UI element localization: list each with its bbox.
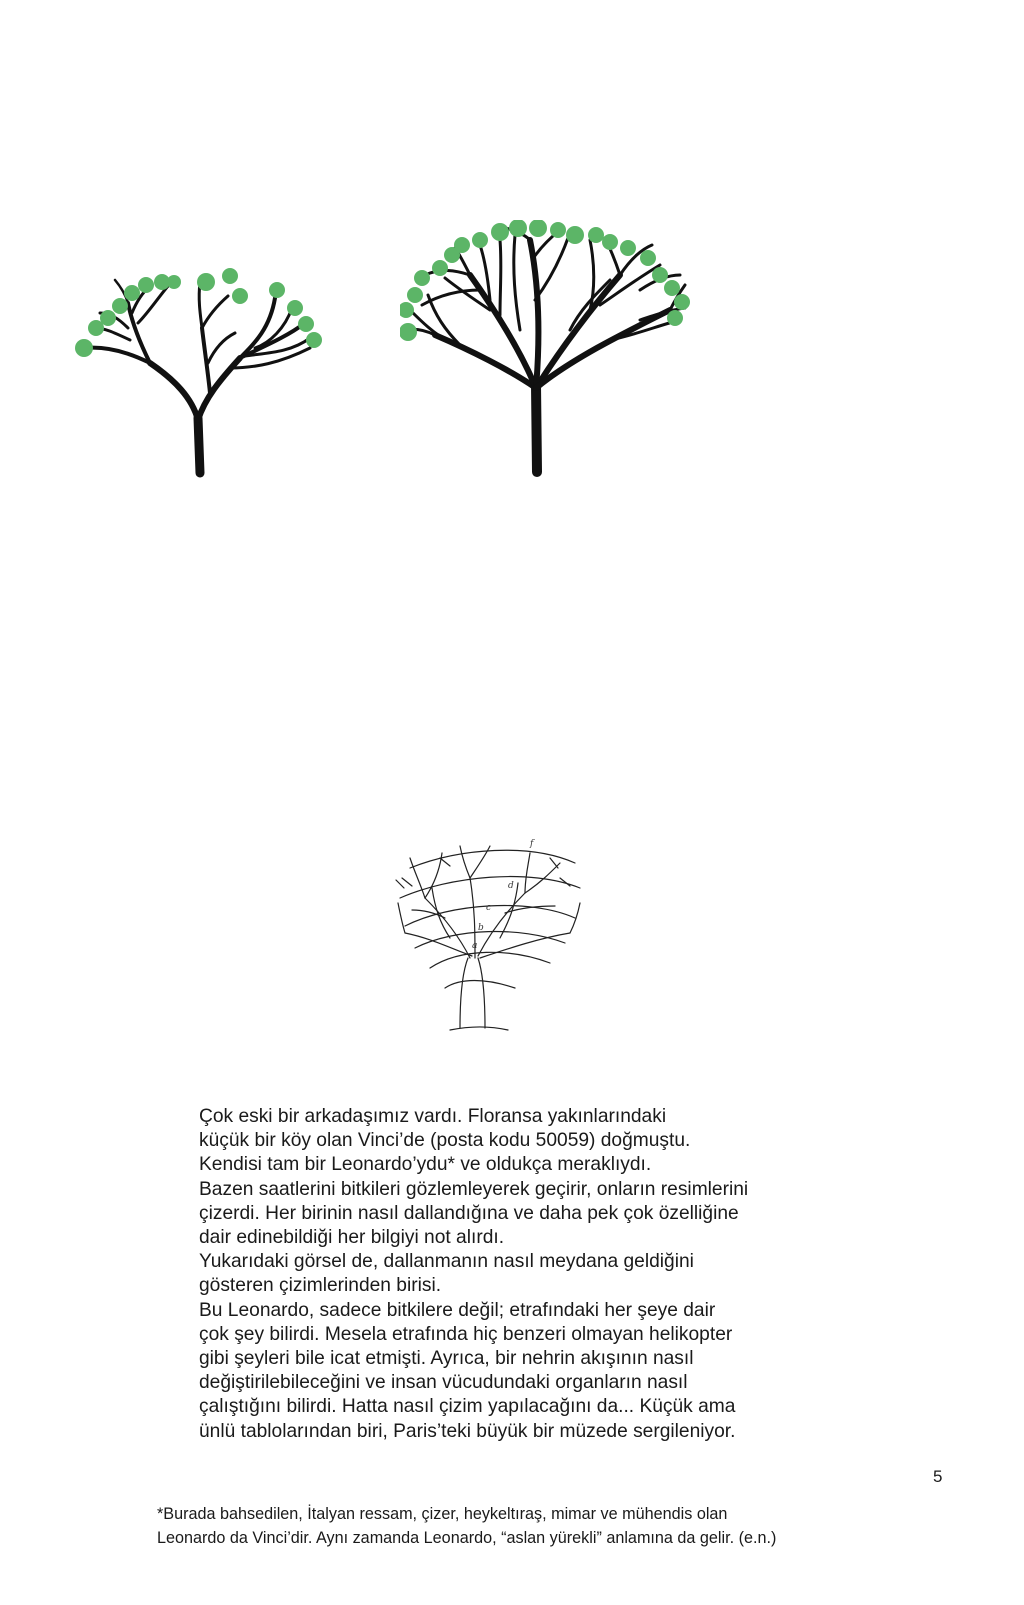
footnote-line: Leonardo da Vinci’dir. Aynı zamanda Leonardo, “aslan yürekli” anlamına da gelir. (e.n.) <box>157 1529 777 1547</box>
sketch-label-d: d <box>508 881 514 891</box>
body-line: gösteren çizimlerinden birisi. <box>199 1275 442 1297</box>
body-paragraph <box>199 1105 839 1444</box>
body-line: Bu Leonardo, sadece bitkilere değil; etrafındaki her şeye dair <box>199 1299 716 1321</box>
body-line: çizerdi. Her birinin nasıl dallandığına ve daha pek çok özelliğine <box>199 1202 739 1224</box>
body-line: küçük bir köy olan Vinci’de (posta kodu 50059) doğmuştu. <box>199 1130 691 1152</box>
sketch-label-f: f <box>530 839 534 849</box>
body-line: çok şey bilirdi. Mesela etrafında hiç benzeri olmayan helikopter <box>199 1323 733 1345</box>
footnote <box>157 1502 917 1550</box>
body-line: ünlü tablolarından biri, Paris’teki büyük bir müzede sergileniyor. <box>199 1420 736 1442</box>
body-line: Çok eski bir arkadaşımız vardı. Floransa yakınlarındaki <box>199 1106 667 1127</box>
body-line: Bazen saatlerini bitkileri gözlemleyerek geçirir, onların resimlerini <box>199 1178 749 1200</box>
small-tree-illustration <box>70 268 340 490</box>
body-line: dair edinebildiği her bilgiyi not alırdı. <box>199 1227 505 1249</box>
sketch-label-c: c <box>486 903 492 913</box>
sketch-label-a: a <box>472 941 478 951</box>
large-tree-illustration <box>400 220 700 492</box>
body-line: Kendisi tam bir Leonardo’ydu* ve oldukça meraklıydı. <box>199 1154 652 1176</box>
body-line: Yukarıdaki görsel de, dallanmanın nasıl meydana geldiğini <box>199 1251 694 1273</box>
sketch-label-b: b <box>478 923 484 933</box>
footnote-line: *Burada bahsedilen, İtalyan ressam, çizer, heykeltıraş, mimar ve mühendis olan <box>157 1505 728 1523</box>
leonardo-branching-sketch <box>390 838 600 1034</box>
body-line: değiştirilebileceğini ve insan vücudundaki organların nasıl <box>199 1372 688 1394</box>
body-line: çalıştığını bilirdi. Hatta nasıl çizim yapılacağını da... Küçük ama <box>199 1396 736 1418</box>
page-number: 5 <box>933 1467 943 1486</box>
body-line: gibi şeyleri bile icat etmişti. Ayrıca, bir nehrin akışının nasıl <box>199 1348 694 1370</box>
